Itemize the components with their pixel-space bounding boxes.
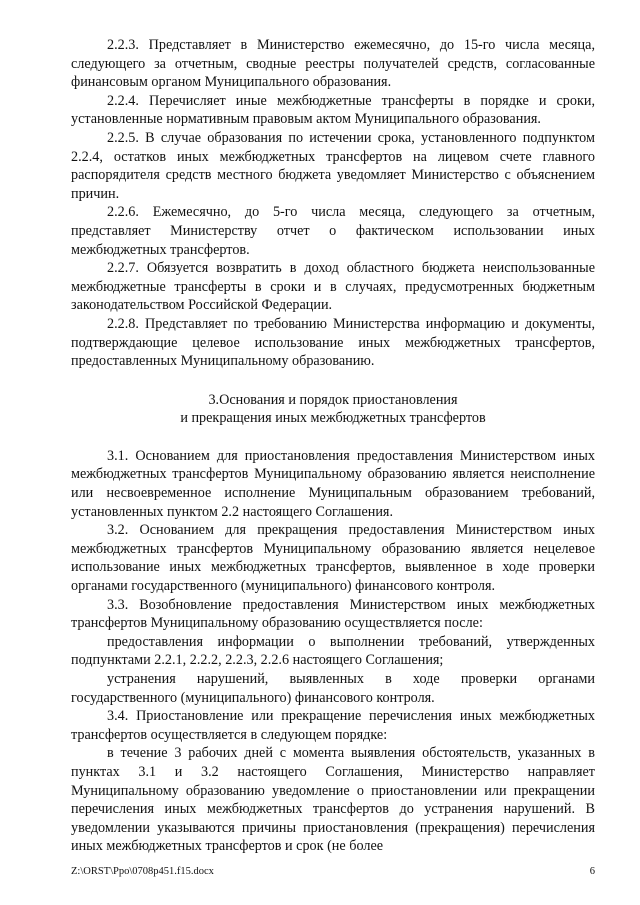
paragraph-3-3: 3.3. Возобновление предоставления Министерством иных межбюджетных трансфертов Муниципальному образованию осуществляется после: [71,596,595,632]
paragraph-3-1: 3.1. Основанием для приостановления предоставления Министерством иных межбюджетных трансфертов Муниципальному образованию является неисполнение или несвоевременное исполнение Муниципальным образованием требований, установленных пунктом 2.2 настоящего Соглашения. [71,447,595,520]
paragraph-2-2-3: 2.2.3. Представляет в Министерство ежемесячно, до 15-го числа месяца, следующего за отчетным, сводные реестры получателей средств, согласованные финансовым органом Муниципального образования. [71,37,595,91]
document-body [71,36,595,856]
page-footer [71,866,595,877]
footer-file-path: Z:\ORST\Ppo\0708p451.f15.docx [71,866,214,877]
paragraph-2-2-8: 2.2.8. Представляет по требованию Министерства информацию и документы, подтверждающие целевое использование иных межбюджетных трансфертов, предоставленных Муниципальному образованию. [71,315,595,370]
paragraph-3-2: 3.2. Основанием для прекращения предоставления Министерством иных межбюджетных трансфертов Муниципальному образованию является нецелевое использование иных межбюджетных трансфертов, выявленное в ходе проверки органами государственного (муниципального) финансового контроля. [71,522,595,595]
footer-page-number: 6 [589,866,595,877]
section-heading [71,391,595,428]
paragraph-2-2-7: 2.2.7. Обязуется возвратить в доход областного бюджета неиспользованные межбюджетные трансферты в сроки и в случаях, предусмотренных бюджетным законодательством Российской Федерации. [71,260,595,314]
paragraph-3-4-item-1: в течение 3 рабочих дней с момента выявления обстоятельств, указанных в пунктах 3.1 и 3.2 настоящего Соглашения, Министерство направляет Муниципальному образованию уведомление о приостановлении или прекращении перечисления иных межбюджетных трансфертов до устранения нарушений. В уведомлении указываются причины приостановления (прекращения) перечисления иных межбюджетных трансфертов и срок (не более [71,745,595,855]
section-heading-line-2: и прекращения иных межбюджетных трансфертов [180,410,486,427]
paragraph-2-2-6: 2.2.6. Ежемесячно, до 5-го числа месяца, следующего за отчетным, представляет Министерству отчет о фактическом использовании иных межбюджетных трансфертов. [71,204,595,258]
paragraph-3-3-item-2: устранения нарушений, выявленных в ходе проверки органами государственного (муниципального) финансового контроля. [71,671,595,706]
paragraph-2-2-5: 2.2.5. В случае образования по истечении срока, установленного подпунктом 2.2.4, остатков иных межбюджетных трансфертов на лицевом счете главного распорядителя средств местного бюджета уведомляет Министерство с объяснением причин. [71,129,595,202]
paragraph-2-2-4: 2.2.4. Перечисляет иные межбюджетные трансферты в порядке и сроки, установленные нормативным правовым актом Муниципального образования. [71,92,595,128]
paragraph-3-4: 3.4. Приостановление или прекращение перечисления иных межбюджетных трансфертов осуществляется в следующем порядке: [71,708,595,743]
paragraph-3-3-item-1: предоставления информации о выполнении требований, утвержденных подпунктами 2.2.1, 2.2.2, 2.2.3, 2.2.6 настоящего Соглашения; [71,633,595,669]
section-heading-line-1: 3.Основания и порядок приостановления [208,391,458,408]
